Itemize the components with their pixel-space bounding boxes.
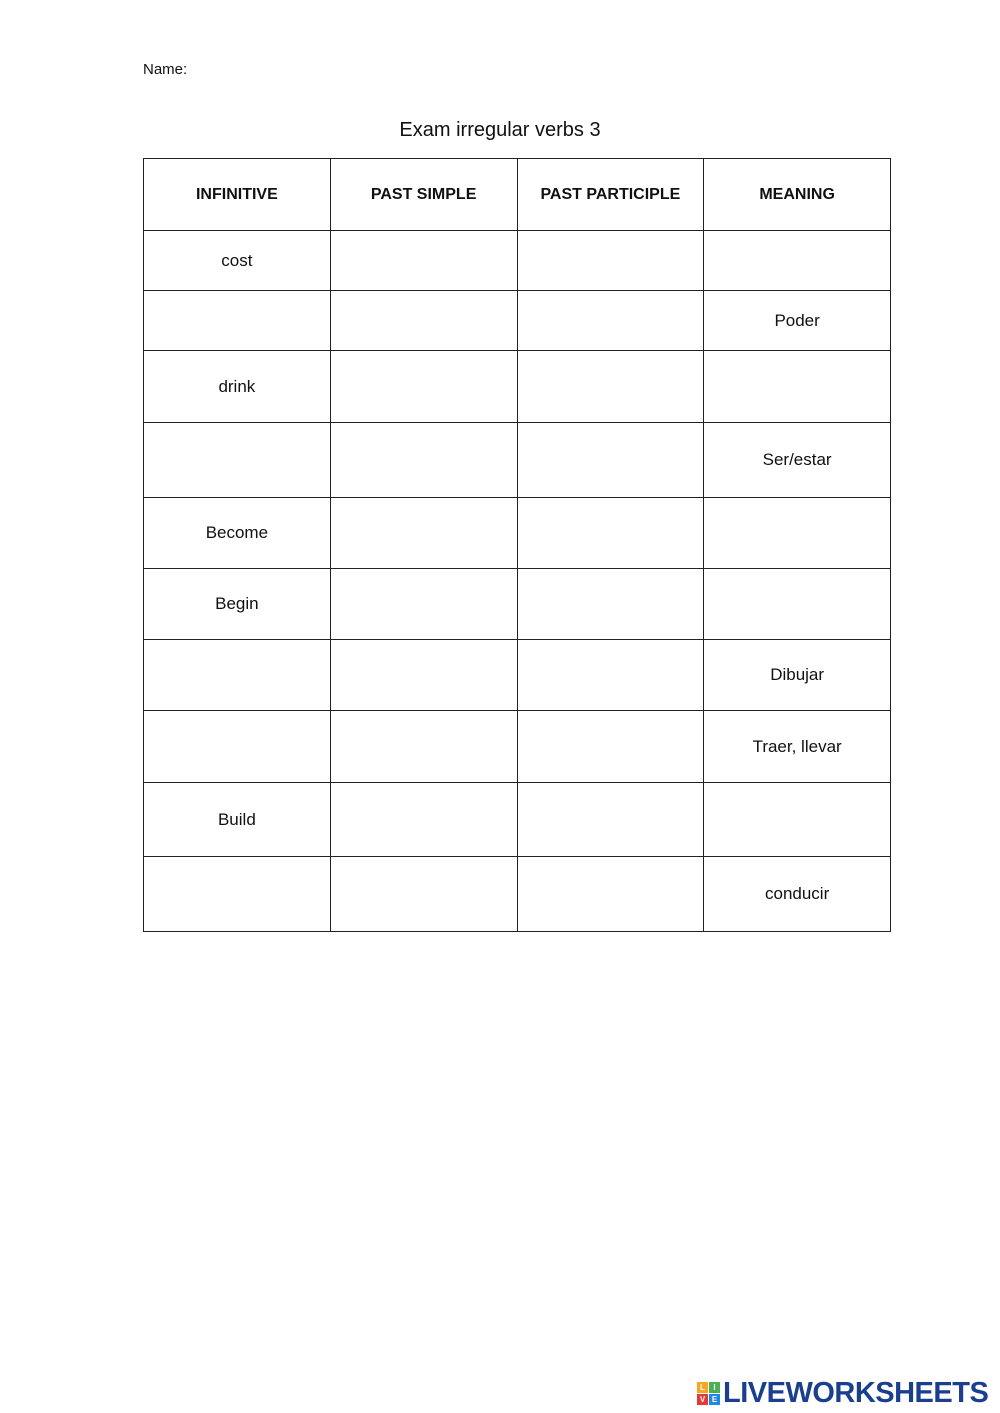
table-row — [144, 498, 891, 569]
answer-cell-meaning[interactable] — [704, 498, 891, 569]
answer-cell-past-participle[interactable] — [517, 498, 704, 569]
liveworksheets-logo — [697, 1377, 988, 1409]
table-row — [144, 569, 891, 640]
column-header-meaning: MEANING — [704, 159, 891, 231]
cell-meaning: conducir — [704, 857, 891, 932]
answer-cell-past-simple[interactable] — [330, 291, 517, 351]
answer-cell-meaning[interactable] — [704, 231, 891, 291]
answer-cell-past-simple[interactable] — [330, 423, 517, 498]
answer-cell-infinitive[interactable] — [144, 857, 331, 932]
answer-cell-past-participle[interactable] — [517, 423, 704, 498]
answer-cell-past-participle[interactable] — [517, 351, 704, 423]
answer-cell-past-simple[interactable] — [330, 351, 517, 423]
answer-cell-past-simple[interactable] — [330, 231, 517, 291]
cell-meaning: Poder — [704, 291, 891, 351]
answer-cell-past-simple[interactable] — [330, 783, 517, 857]
answer-cell-past-simple[interactable] — [330, 569, 517, 640]
column-header-past-simple: PAST SIMPLE — [330, 159, 517, 231]
cell-infinitive: Become — [144, 498, 331, 569]
logo-mark-letter: V — [697, 1394, 708, 1405]
answer-cell-infinitive[interactable] — [144, 640, 331, 711]
verbs-table — [143, 158, 891, 932]
cell-infinitive: Build — [144, 783, 331, 857]
answer-cell-past-simple[interactable] — [330, 857, 517, 932]
cell-meaning: Traer, llevar — [704, 711, 891, 783]
logo-mark-letter: L — [697, 1382, 708, 1393]
answer-cell-past-participle[interactable] — [517, 569, 704, 640]
table-row — [144, 857, 891, 932]
table-row — [144, 291, 891, 351]
answer-cell-past-participle[interactable] — [517, 291, 704, 351]
table-row — [144, 423, 891, 498]
table-row — [144, 640, 891, 711]
answer-cell-past-participle[interactable] — [517, 231, 704, 291]
cell-meaning: Ser/estar — [704, 423, 891, 498]
column-header-infinitive: INFINITIVE — [144, 159, 331, 231]
cell-infinitive: drink — [144, 351, 331, 423]
page-title: Exam irregular verbs 3 — [399, 119, 601, 141]
answer-cell-infinitive[interactable] — [144, 423, 331, 498]
answer-cell-meaning[interactable] — [704, 351, 891, 423]
answer-cell-past-simple[interactable] — [330, 498, 517, 569]
cell-infinitive: cost — [144, 231, 331, 291]
answer-cell-infinitive[interactable] — [144, 291, 331, 351]
logo-mark-icon — [697, 1382, 720, 1405]
answer-cell-past-participle[interactable] — [517, 640, 704, 711]
name-label: Name: — [143, 61, 188, 78]
answer-cell-past-participle[interactable] — [517, 711, 704, 783]
column-header-past-participle: PAST PARTICIPLE — [517, 159, 704, 231]
answer-cell-past-participle[interactable] — [517, 857, 704, 932]
logo-mark-letter: E — [709, 1394, 720, 1405]
answer-cell-past-participle[interactable] — [517, 783, 704, 857]
answer-cell-past-simple[interactable] — [330, 640, 517, 711]
cell-meaning: Dibujar — [704, 640, 891, 711]
logo-mark-letter: I — [709, 1382, 720, 1393]
answer-cell-past-simple[interactable] — [330, 711, 517, 783]
answer-cell-meaning[interactable] — [704, 569, 891, 640]
table-header-row — [144, 159, 891, 231]
table-row — [144, 351, 891, 423]
table-row — [144, 711, 891, 783]
answer-cell-meaning[interactable] — [704, 783, 891, 857]
table-row — [144, 783, 891, 857]
answer-cell-infinitive[interactable] — [144, 711, 331, 783]
logo-text: LIVEWORKSHEETS — [723, 1376, 989, 1409]
table-row — [144, 231, 891, 291]
cell-infinitive: Begin — [144, 569, 331, 640]
